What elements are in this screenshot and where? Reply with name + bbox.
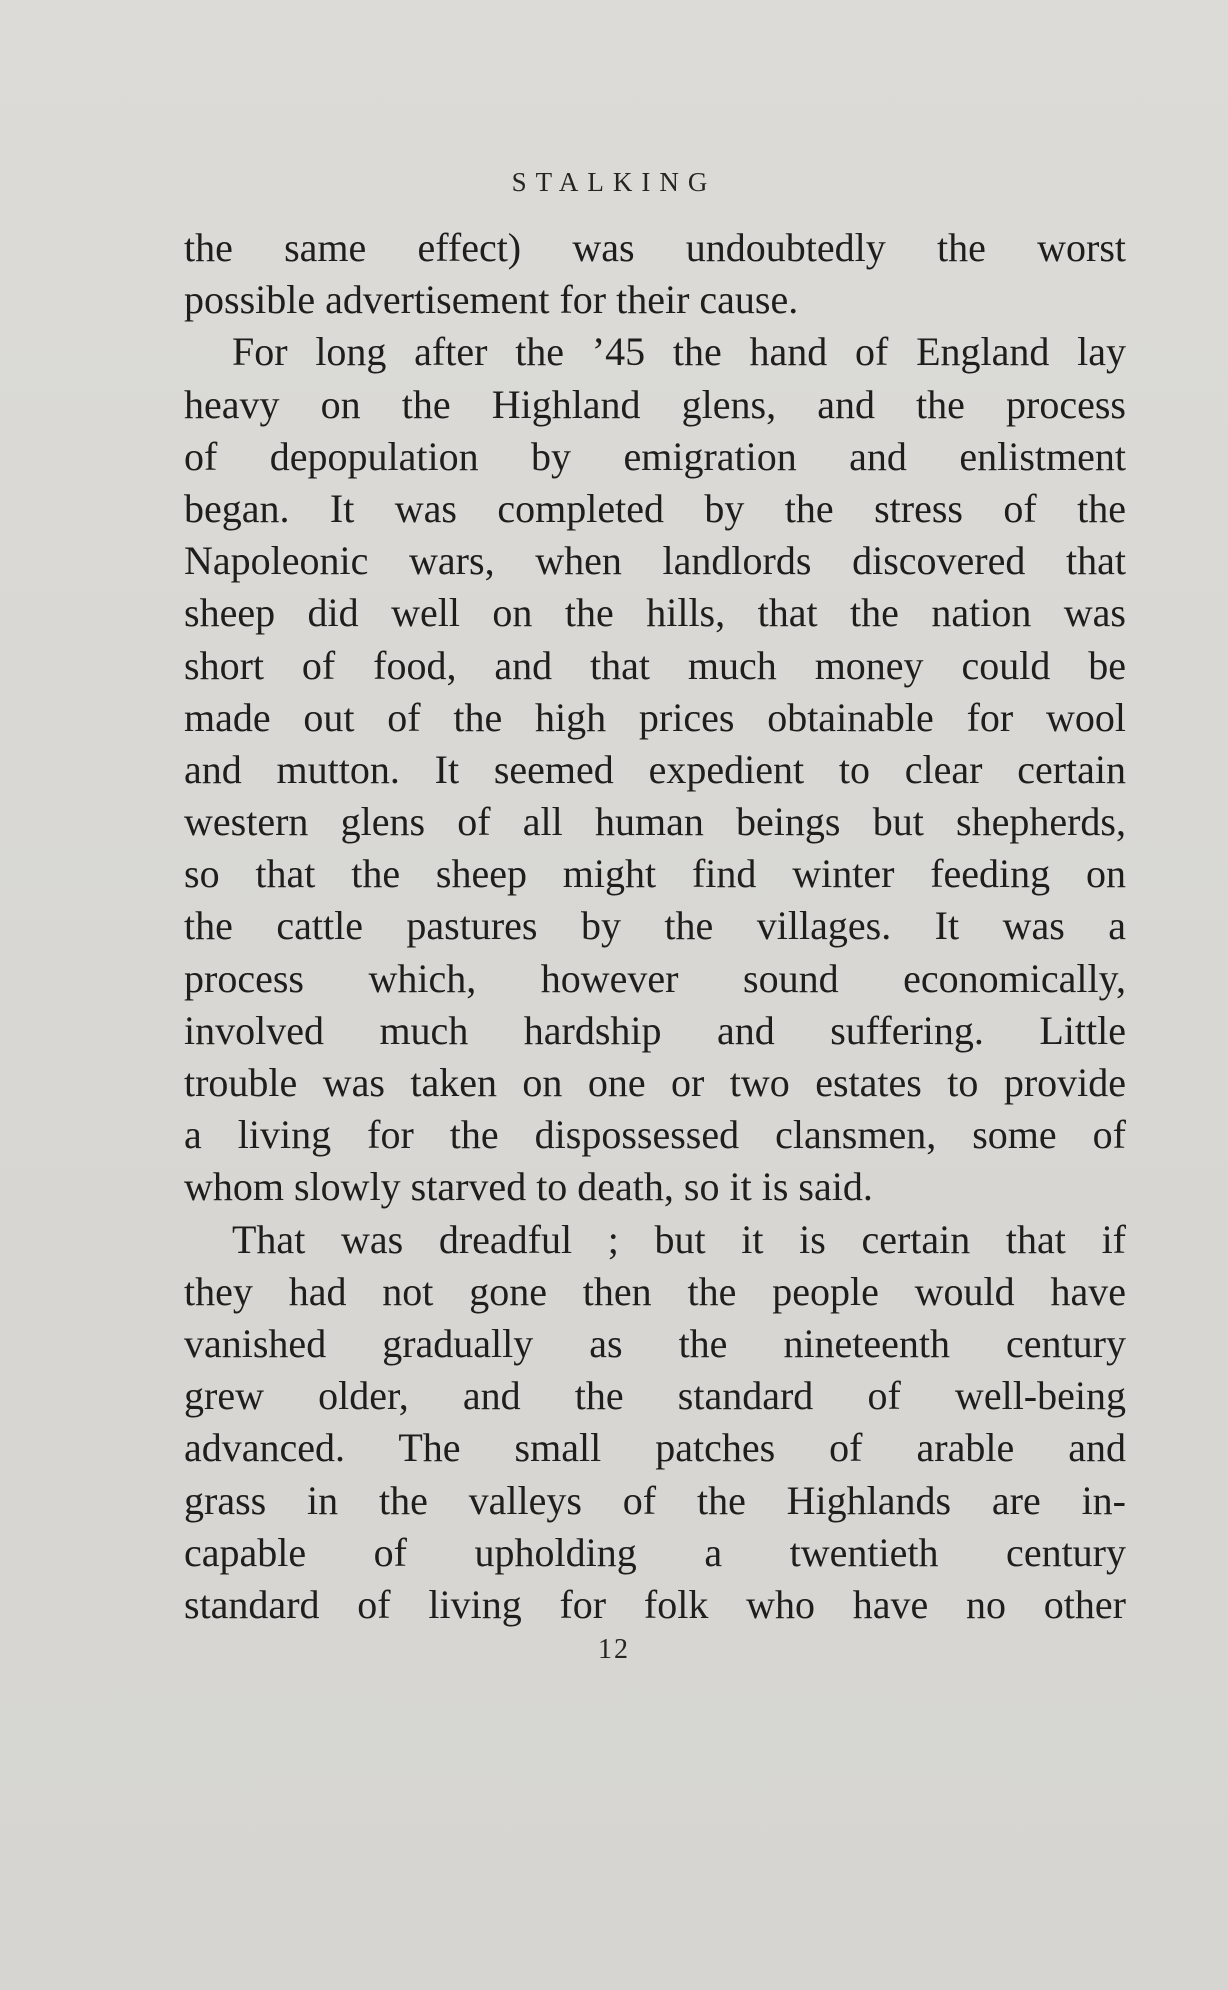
text-line: of depopulation by emigration and enlistment	[184, 433, 1126, 479]
text-line: began. It was completed by the stress of the	[184, 485, 1126, 531]
text-line: involved much hardship and suffering. Little	[184, 1007, 1126, 1053]
text-line: capable of upholding a twentieth century	[184, 1529, 1126, 1575]
text-line: western glens of all human beings but shepherds,	[184, 799, 1126, 845]
text-line: heavy on the Highland glens, and the process	[184, 381, 1126, 427]
text-line: sheep did well on the hills, that the nation was	[184, 590, 1126, 636]
text-line: That was dreadful ; but it is certain that if	[232, 1216, 1126, 1262]
text-line: vanished gradually as the nineteenth century	[184, 1320, 1126, 1366]
text-line: trouble was taken on one or two estates to provide	[184, 1060, 1126, 1105]
text-line: short of food, and that much money could be	[184, 642, 1126, 688]
text-line: For long after the ’45 the hand of England lay	[232, 329, 1126, 375]
text-line: so that the sheep might find winter feeding on	[184, 851, 1126, 897]
text-line: the same effect) was undoubtedly the worst	[184, 225, 1126, 270]
text-line: standard of living for folk who have no other	[184, 1581, 1126, 1627]
text-line: process which, however sound economically,	[184, 955, 1126, 1001]
text-line: the cattle pastures by the villages. It was a	[184, 903, 1126, 949]
text-line: and mutton. It seemed expedient to clear certain	[184, 746, 1126, 792]
text-line: they had not gone then the people would have	[184, 1268, 1126, 1314]
text-line: advanced. The small patches of arable and	[184, 1425, 1126, 1471]
text-line: Napoleonic wars, when landlords discovered that	[184, 538, 1126, 584]
text-line: grew older, and the standard of well-being	[184, 1373, 1126, 1419]
body-text	[184, 222, 1126, 1631]
page-number: 12	[598, 1634, 630, 1665]
text-line: possible advertisement for their cause.	[184, 277, 799, 323]
text-line: grass in the valleys of the Highlands are in-	[184, 1477, 1126, 1523]
text-line: whom slowly starved to death, so it is said.	[184, 1164, 873, 1210]
text-line: a living for the dispossessed clansmen, some of	[184, 1112, 1126, 1158]
text-line: made out of the high prices obtainable for wool	[184, 694, 1126, 740]
running-head: STALKING	[511, 167, 717, 197]
